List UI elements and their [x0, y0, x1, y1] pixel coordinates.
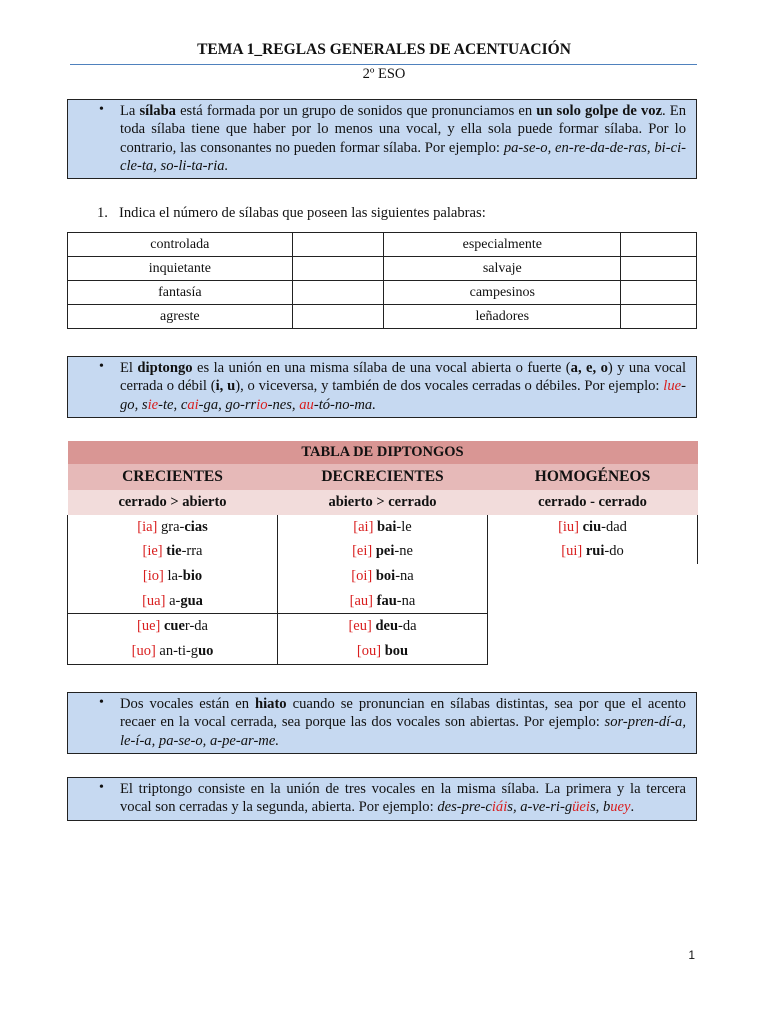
diptongo-example-cell — [278, 540, 488, 565]
table-row — [68, 515, 698, 540]
word-cell: leñadores — [384, 305, 621, 329]
table-row — [68, 305, 697, 329]
answer-cell[interactable] — [292, 281, 384, 305]
example-fragment: des-pre-c — [437, 799, 492, 816]
example-fragment: s, — [589, 799, 603, 816]
word-cell: controlada — [68, 233, 293, 257]
answer-cell[interactable] — [621, 305, 697, 329]
table-row — [68, 233, 697, 257]
page-title: TEMA 1_REGLAS GENERALES DE ACENTUACIÓN — [197, 41, 571, 58]
word-fragment: -le — [396, 518, 412, 535]
diptongo-code: [iu] — [558, 518, 579, 535]
word-fragment: r-da — [184, 618, 208, 635]
example-fragment: -nes, — [267, 396, 300, 413]
highlight-vowels: io — [256, 396, 268, 413]
diptongo-example-cell — [488, 515, 698, 540]
answer-cell[interactable] — [292, 233, 384, 257]
word-cell: inquietante — [68, 257, 293, 281]
diptongo-syllable: deu — [375, 618, 399, 635]
diptongo-code: [eu] — [348, 618, 372, 635]
diptongo-syllable: gua — [180, 592, 203, 609]
answer-cell[interactable] — [621, 281, 697, 305]
subheader-cerrado-cerrado: cerrado - cerrado — [488, 490, 698, 515]
diptongo-code: [ou] — [356, 642, 382, 659]
diptongo-code: [ia] — [137, 518, 158, 535]
highlight-vowels: iái — [491, 799, 508, 816]
triptongo-definition-text: El triptongo consiste en la unión de tres vocales en la misma sílaba. La primera y la tercera vocal son cerradas y la segunda, abierta. Por ejemplo: des-pre-ciáis, a-ve-ri-güeis, buey. — [120, 781, 686, 816]
example-fragment: c — [180, 396, 188, 413]
word-cell: fantasía — [68, 281, 293, 305]
diptongo-example-cell — [68, 639, 278, 664]
diptongo-example-cell — [278, 515, 488, 540]
diptongo-example-cell — [278, 614, 488, 639]
subheader-abierto-cerrado: abierto > cerrado — [278, 490, 488, 515]
table-row — [68, 589, 698, 614]
word-fragment: -dad — [601, 518, 627, 535]
diptongo-code: [au] — [349, 592, 374, 609]
diptongos-table-title: TABLA DE DIPTONGOS — [68, 441, 698, 464]
diptongo-example-cell — [488, 540, 698, 565]
syllable-count-table — [67, 232, 697, 329]
table-row — [68, 639, 698, 664]
hiato-definition-text: Dos vocales están en hiato cuando se pronuncian en sílabas distintas, sea por que el acento recaer en la vocal cerrada, sea porque las dos vocales son abiertas. Por ejemplo: sor-pren-dí-a, le-í-a, pa-se-o, a-pe-ar-me. — [120, 696, 686, 749]
diptongo-syllable: cias — [184, 518, 208, 535]
highlight-vowels: lue — [663, 378, 682, 395]
highlight-vowels: ai — [187, 396, 199, 413]
table-row — [68, 564, 698, 589]
diptongo-syllable: fau — [376, 592, 397, 609]
empty-cell — [488, 639, 698, 664]
example-fragment: -go, — [120, 378, 686, 413]
example-fragment: -tó-no-ma. — [313, 396, 376, 413]
answer-cell[interactable] — [621, 257, 697, 281]
diptongo-code: [ua] — [142, 592, 166, 609]
diptongo-syllable: tie — [166, 543, 182, 560]
answer-cell[interactable] — [621, 233, 697, 257]
word-cell: campesinos — [384, 281, 621, 305]
bullet-icon: • — [99, 359, 104, 374]
diptongo-syllable: bou — [384, 642, 409, 659]
bullet-icon: • — [99, 780, 104, 795]
title-rule — [70, 64, 697, 65]
word-fragment: -na — [395, 567, 414, 584]
page-subtitle: 2º ESO — [362, 66, 406, 82]
diptongo-example-cell — [278, 589, 488, 614]
word-cell: salvaje — [384, 257, 621, 281]
diptongo-code: [oi] — [351, 567, 373, 584]
diptongo-code: [ai] — [353, 518, 374, 535]
diptongo-example-cell — [278, 564, 488, 589]
header-decrecientes: DECRECIENTES — [278, 464, 488, 490]
diptongo-syllable: boi — [375, 567, 396, 584]
exercise-text: Indica el número de sílabas que poseen las siguientes palabras: — [119, 205, 486, 221]
word-fragment: an-ti-g — [155, 642, 199, 659]
example-fragment: s — [141, 396, 148, 413]
diptongos-table — [67, 441, 698, 665]
bullet-icon: • — [99, 695, 104, 710]
diptongo-example-cell — [68, 564, 278, 589]
word-fragment: -do — [604, 543, 624, 560]
example-fragment: b — [602, 799, 611, 816]
bullet-icon: • — [99, 102, 104, 117]
diptongo-definition-text: El diptongo es la unión en una misma sílaba de una vocal abierta o fuerte (a, e, o) y una vocal cerrada o débil (i, u), o viceversa, y también de dos vocales cerradas o débiles. Por ejemplo: lue-go, sie-te, cai-ga, go-rrio-nes, au-tó-no-ma. — [120, 360, 686, 413]
header-crecientes: CRECIENTES — [68, 464, 278, 490]
diptongo-code: [uo] — [131, 642, 156, 659]
diptongo-syllable: bai — [377, 518, 397, 535]
page-number: 1 — [688, 948, 695, 962]
diptongo-example-cell — [68, 515, 278, 540]
empty-cell — [488, 614, 698, 639]
table-row — [68, 614, 698, 639]
word-fragment: -ne — [394, 543, 413, 560]
diptongo-syllable: ciu — [582, 518, 602, 535]
answer-cell[interactable] — [292, 257, 384, 281]
diptongo-example-cell — [68, 589, 278, 614]
triptongo-definition-box — [67, 777, 697, 821]
diptongo-code: [ei] — [352, 543, 373, 560]
diptongo-code: [ui] — [561, 543, 583, 560]
exercise-number: 1. — [97, 205, 108, 221]
word-fragment: gra- — [157, 518, 185, 535]
diptongo-syllable: bio — [182, 567, 203, 584]
highlight-vowels: ie — [147, 396, 159, 413]
diptongo-syllable: pei — [375, 543, 395, 560]
word-fragment: -na — [396, 592, 416, 609]
answer-cell[interactable] — [292, 305, 384, 329]
table-row — [68, 540, 698, 565]
word-fragment: a- — [165, 592, 181, 609]
silaba-definition-text: La sílaba está formada por un grupo de sonidos que pronunciamos en un solo golpe de voz. En toda sílaba tiene que haber por lo menos una vocal, y ella sola puede formar sílaba. Por lo contrario, las consonantes no pueden formar sílaba. Por ejemplo: pa-se-o, en-re-da-de-ras, bi-ci-cle-ta, so-li-ta-ria. — [120, 103, 686, 175]
table-row — [68, 257, 697, 281]
diptongo-definition-box — [67, 356, 697, 418]
word-cell: especialmente — [384, 233, 621, 257]
subheader-cerrado-abierto: cerrado > abierto — [68, 490, 278, 515]
example-fragment: s, a-ve-ri-g — [507, 799, 573, 816]
empty-cell — [488, 564, 698, 589]
example-fragment: -ga, go-rr — [198, 396, 257, 413]
diptongo-code: [ue] — [137, 618, 161, 635]
highlight-vowels: au — [299, 396, 314, 413]
example-fragment: -te, — [158, 396, 181, 413]
diptongo-code: [io] — [142, 567, 164, 584]
diptongo-example-cell — [68, 614, 278, 639]
diptongo-code: [ie] — [142, 543, 163, 560]
word-fragment: -rra — [181, 543, 203, 560]
diptongo-syllable: cue — [163, 618, 185, 635]
diptongo-example-cell — [278, 639, 488, 664]
word-fragment: la- — [163, 567, 183, 584]
triptongo-examples — [437, 799, 630, 815]
word-cell: agreste — [68, 305, 293, 329]
hiato-definition-box — [67, 692, 697, 754]
silaba-definition-box — [67, 99, 697, 179]
highlight-vowels: uey — [610, 799, 631, 816]
diptongo-example-cell — [68, 540, 278, 565]
highlight-vowels: üei — [572, 799, 590, 816]
word-fragment: -da — [398, 618, 417, 635]
header-homogeneos: HOMOGÉNEOS — [488, 464, 698, 490]
empty-cell — [488, 589, 698, 614]
table-row — [68, 281, 697, 305]
diptongo-syllable: uo — [198, 642, 214, 659]
diptongo-syllable: rui — [585, 543, 605, 560]
